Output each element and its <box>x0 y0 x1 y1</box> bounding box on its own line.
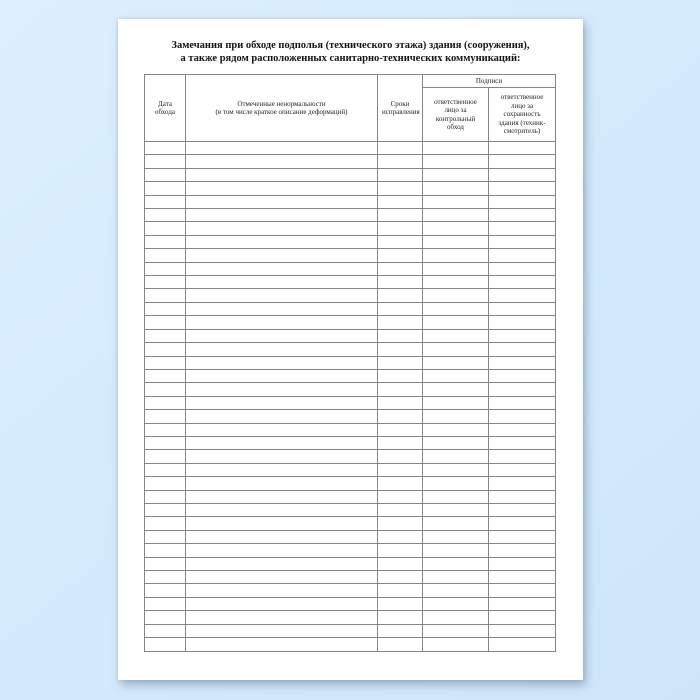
table-cell <box>423 195 489 208</box>
table-row <box>145 544 556 557</box>
table-row <box>145 249 556 262</box>
table-cell <box>489 423 556 436</box>
table-cell <box>186 235 378 248</box>
header-signatures-group: Подписи <box>423 75 556 88</box>
table-cell <box>186 503 378 516</box>
table-cell <box>423 638 489 652</box>
table-cell <box>145 383 186 396</box>
table-cell <box>423 624 489 637</box>
table-cell <box>378 155 423 168</box>
table-cell <box>378 597 423 610</box>
table-row <box>145 235 556 248</box>
table-cell <box>423 436 489 449</box>
table-cell <box>423 544 489 557</box>
table-cell <box>489 436 556 449</box>
table-cell <box>186 249 378 262</box>
header-responsible-control-round: ответственное лицо за контрольный обход <box>423 88 489 142</box>
table-cell <box>378 276 423 289</box>
table-cell <box>186 168 378 181</box>
table-cell <box>423 209 489 222</box>
table-cell <box>378 329 423 342</box>
table-cell <box>145 235 186 248</box>
table-cell <box>489 544 556 557</box>
table-row <box>145 410 556 423</box>
table-row <box>145 383 556 396</box>
header-responsible-building-safety: ответственное лицо за сохранность здания (техник-смотритель) <box>489 88 556 142</box>
table-cell <box>489 289 556 302</box>
table-cell <box>186 155 378 168</box>
table-row <box>145 503 556 516</box>
table-cell <box>378 544 423 557</box>
table-row <box>145 142 556 155</box>
header-date-of-round: Дата обхода <box>145 75 186 142</box>
table-cell <box>145 209 186 222</box>
table-cell <box>145 638 186 652</box>
table-cell <box>489 302 556 315</box>
table-cell <box>423 450 489 463</box>
table-row <box>145 584 556 597</box>
table-cell <box>489 369 556 382</box>
table-cell <box>378 611 423 624</box>
table-cell <box>489 638 556 652</box>
table-cell <box>378 517 423 530</box>
table-row <box>145 517 556 530</box>
table-cell <box>145 597 186 610</box>
table-cell <box>186 517 378 530</box>
table-cell <box>423 249 489 262</box>
table-cell <box>378 249 423 262</box>
table-row <box>145 423 556 436</box>
table-cell <box>489 503 556 516</box>
table-cell <box>145 477 186 490</box>
table-body <box>145 142 556 652</box>
table-cell <box>145 262 186 275</box>
inspection-remarks-table <box>144 74 556 652</box>
table-cell <box>423 383 489 396</box>
table-cell <box>145 316 186 329</box>
table-cell <box>489 490 556 503</box>
table-cell <box>423 182 489 195</box>
table-cell <box>489 410 556 423</box>
document-title-line1: Замечания при обходе подполья (технического этажа) здания (сооружения), <box>171 40 530 51</box>
table-cell <box>378 209 423 222</box>
table-cell <box>423 477 489 490</box>
table-cell <box>186 396 378 409</box>
table-row <box>145 490 556 503</box>
table-row <box>145 289 556 302</box>
table-header <box>145 75 556 142</box>
table-cell <box>423 396 489 409</box>
table-cell <box>378 423 423 436</box>
table-cell <box>378 235 423 248</box>
table-cell <box>423 571 489 584</box>
table-cell <box>186 423 378 436</box>
table-cell <box>423 289 489 302</box>
table-cell <box>186 410 378 423</box>
header-noted-abnormalities-line2: (в том числе краткое описание деформаций) <box>215 108 348 116</box>
table-cell <box>423 329 489 342</box>
table-cell <box>145 530 186 543</box>
table-cell <box>378 289 423 302</box>
table-cell <box>489 209 556 222</box>
table-cell <box>378 142 423 155</box>
table-cell <box>378 436 423 449</box>
table-row <box>145 155 556 168</box>
table-cell <box>145 329 186 342</box>
table-cell <box>423 155 489 168</box>
table-header-row-top <box>145 75 556 88</box>
document-title-line2: а также рядом расположенных санитарно-технических коммуникаций: <box>180 53 521 64</box>
table-cell <box>378 584 423 597</box>
table-cell <box>489 276 556 289</box>
table-cell <box>186 571 378 584</box>
table-row <box>145 557 556 570</box>
table-cell <box>489 235 556 248</box>
table-cell <box>378 477 423 490</box>
table-cell <box>145 356 186 369</box>
table-cell <box>423 517 489 530</box>
table-cell <box>378 383 423 396</box>
table-cell <box>489 155 556 168</box>
table-cell <box>489 530 556 543</box>
table-cell <box>186 302 378 315</box>
table-cell <box>489 463 556 476</box>
table-row <box>145 396 556 409</box>
table-cell <box>186 597 378 610</box>
table-cell <box>186 611 378 624</box>
table-cell <box>145 557 186 570</box>
table-row <box>145 571 556 584</box>
table-cell <box>145 423 186 436</box>
table-row <box>145 356 556 369</box>
table-cell <box>186 276 378 289</box>
table-row <box>145 463 556 476</box>
table-cell <box>186 436 378 449</box>
table-cell <box>186 209 378 222</box>
table-row <box>145 262 556 275</box>
table-cell <box>186 584 378 597</box>
table-cell <box>145 436 186 449</box>
table-cell <box>378 490 423 503</box>
table-cell <box>378 503 423 516</box>
table-cell <box>145 289 186 302</box>
table-cell <box>145 490 186 503</box>
table-cell <box>378 168 423 181</box>
table-row <box>145 597 556 610</box>
table-cell <box>423 584 489 597</box>
table-cell <box>186 329 378 342</box>
table-cell <box>186 557 378 570</box>
table-cell <box>186 222 378 235</box>
table-cell <box>423 302 489 315</box>
table-cell <box>423 530 489 543</box>
table-cell <box>145 503 186 516</box>
table-cell <box>378 356 423 369</box>
table-cell <box>186 182 378 195</box>
table-cell <box>489 356 556 369</box>
table-cell <box>378 182 423 195</box>
table-cell <box>145 276 186 289</box>
table-cell <box>186 289 378 302</box>
table-cell <box>423 142 489 155</box>
table-row <box>145 611 556 624</box>
table-cell <box>145 410 186 423</box>
table-cell <box>186 530 378 543</box>
table-row <box>145 195 556 208</box>
table-cell <box>186 195 378 208</box>
table-cell <box>378 316 423 329</box>
table-cell <box>423 463 489 476</box>
table-cell <box>145 222 186 235</box>
table-cell <box>423 369 489 382</box>
table-row <box>145 276 556 289</box>
table-cell <box>186 477 378 490</box>
table-cell <box>423 611 489 624</box>
table-cell <box>489 249 556 262</box>
table-cell <box>489 329 556 342</box>
table-row <box>145 369 556 382</box>
header-noted-abnormalities <box>186 75 378 142</box>
table-cell <box>423 276 489 289</box>
table-cell <box>423 316 489 329</box>
table-cell <box>489 343 556 356</box>
document-page <box>118 19 583 680</box>
table-row <box>145 624 556 637</box>
table-cell <box>423 503 489 516</box>
table-cell <box>145 517 186 530</box>
header-noted-abnormalities-line1: Отмеченные ненормальности <box>237 99 326 108</box>
table-row <box>145 168 556 181</box>
table-cell <box>145 369 186 382</box>
header-correction-deadline: Сроки исправления <box>378 75 423 142</box>
table-cell <box>489 396 556 409</box>
table-cell <box>186 316 378 329</box>
table-cell <box>145 463 186 476</box>
table-cell <box>186 450 378 463</box>
table-cell <box>145 249 186 262</box>
table-cell <box>145 450 186 463</box>
table-cell <box>378 463 423 476</box>
table-cell <box>378 262 423 275</box>
table-row <box>145 450 556 463</box>
table-row <box>145 302 556 315</box>
table-cell <box>378 343 423 356</box>
table-cell <box>145 195 186 208</box>
table-cell <box>145 302 186 315</box>
table-cell <box>378 410 423 423</box>
table-cell <box>423 557 489 570</box>
table-cell <box>489 195 556 208</box>
table-cell <box>489 222 556 235</box>
table-row <box>145 343 556 356</box>
table-cell <box>186 142 378 155</box>
table-cell <box>378 195 423 208</box>
table-cell <box>186 262 378 275</box>
table-row <box>145 222 556 235</box>
table-cell <box>378 369 423 382</box>
table-row <box>145 329 556 342</box>
table-cell <box>489 571 556 584</box>
table-cell <box>423 262 489 275</box>
table-cell <box>423 597 489 610</box>
table-row <box>145 316 556 329</box>
table-cell <box>423 410 489 423</box>
table-cell <box>378 571 423 584</box>
table-cell <box>186 544 378 557</box>
table-cell <box>423 235 489 248</box>
table-cell <box>378 450 423 463</box>
table-cell <box>378 396 423 409</box>
table-cell <box>186 638 378 652</box>
table-row <box>145 436 556 449</box>
table-cell <box>378 557 423 570</box>
table-cell <box>423 356 489 369</box>
table-cell <box>378 302 423 315</box>
table-cell <box>423 343 489 356</box>
table-cell <box>145 624 186 637</box>
table-cell <box>378 624 423 637</box>
table-cell <box>186 383 378 396</box>
table-cell <box>378 530 423 543</box>
table-cell <box>489 142 556 155</box>
table-cell <box>186 624 378 637</box>
table-cell <box>145 182 186 195</box>
table-cell <box>145 168 186 181</box>
table-cell <box>489 477 556 490</box>
table-cell <box>145 544 186 557</box>
document-title <box>118 19 583 65</box>
table-cell <box>423 168 489 181</box>
table-cell <box>489 557 556 570</box>
table-cell <box>489 383 556 396</box>
table-cell <box>489 597 556 610</box>
table-cell <box>423 423 489 436</box>
table-cell <box>423 222 489 235</box>
table-cell <box>186 356 378 369</box>
table-cell <box>145 343 186 356</box>
table-cell <box>489 584 556 597</box>
table-cell <box>489 168 556 181</box>
table-cell <box>489 450 556 463</box>
table-row <box>145 530 556 543</box>
table-cell <box>145 396 186 409</box>
table-cell <box>489 316 556 329</box>
table-row <box>145 638 556 652</box>
table-cell <box>145 611 186 624</box>
table-cell <box>378 638 423 652</box>
table-cell <box>489 624 556 637</box>
table-row <box>145 477 556 490</box>
table-cell <box>423 490 489 503</box>
table-row <box>145 182 556 195</box>
table-cell <box>489 517 556 530</box>
table-cell <box>378 222 423 235</box>
table-cell <box>186 369 378 382</box>
table-cell <box>489 262 556 275</box>
table-cell <box>186 343 378 356</box>
table-cell <box>145 584 186 597</box>
table-cell <box>186 490 378 503</box>
table-cell <box>145 155 186 168</box>
table-cell <box>489 182 556 195</box>
table-cell <box>489 611 556 624</box>
table-cell <box>145 571 186 584</box>
table-cell <box>186 463 378 476</box>
table-cell <box>145 142 186 155</box>
table-row <box>145 209 556 222</box>
